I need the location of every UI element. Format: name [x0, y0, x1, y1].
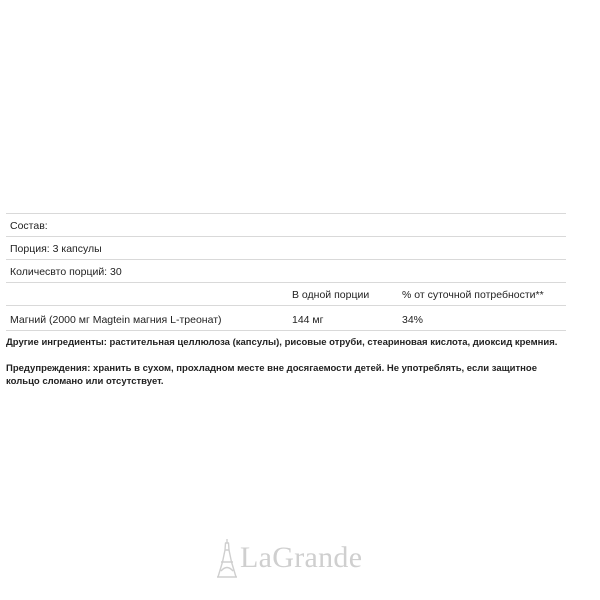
nutrient-daily-value: 34% [402, 314, 424, 326]
servings-per-container-row [6, 259, 566, 282]
watermark-logo [216, 538, 362, 578]
nutrient-name: Магний (2000 мг Magtein магния L-треонат) [10, 314, 222, 326]
composition-label: Состав: [10, 220, 48, 232]
serving-size-row [6, 236, 566, 259]
brand-name: LaGrande [240, 541, 363, 574]
table-row [6, 305, 566, 331]
other-ingredients-label: Другие ингредиенты: [6, 337, 107, 348]
serving-size: Порция: 3 капсулы [10, 243, 102, 255]
servings-per-container: Количесвто порций: 30 [10, 266, 122, 278]
supplement-facts-table [6, 213, 566, 331]
eiffel-tower-icon [216, 538, 238, 578]
daily-value-header: % от суточной потребности** [402, 289, 544, 301]
nutrient-amount: 144 мг [292, 314, 324, 326]
warnings [6, 362, 561, 388]
other-ingredients-text: растительная целлюлоза (капсулы), рисовые отруби, стеариновая кислота, диоксид кремния. [106, 337, 558, 348]
composition-row [6, 213, 566, 236]
table-header-row [6, 282, 566, 305]
warnings-label: Предупреждения: [6, 363, 91, 374]
other-ingredients [6, 336, 566, 349]
warnings-text: хранить в сухом, прохладном месте вне досягаемости детей. Не употреблять, если защитное кольцо сломано или отсутствует. [6, 363, 537, 387]
per-serving-header: В одной порции [292, 289, 370, 301]
